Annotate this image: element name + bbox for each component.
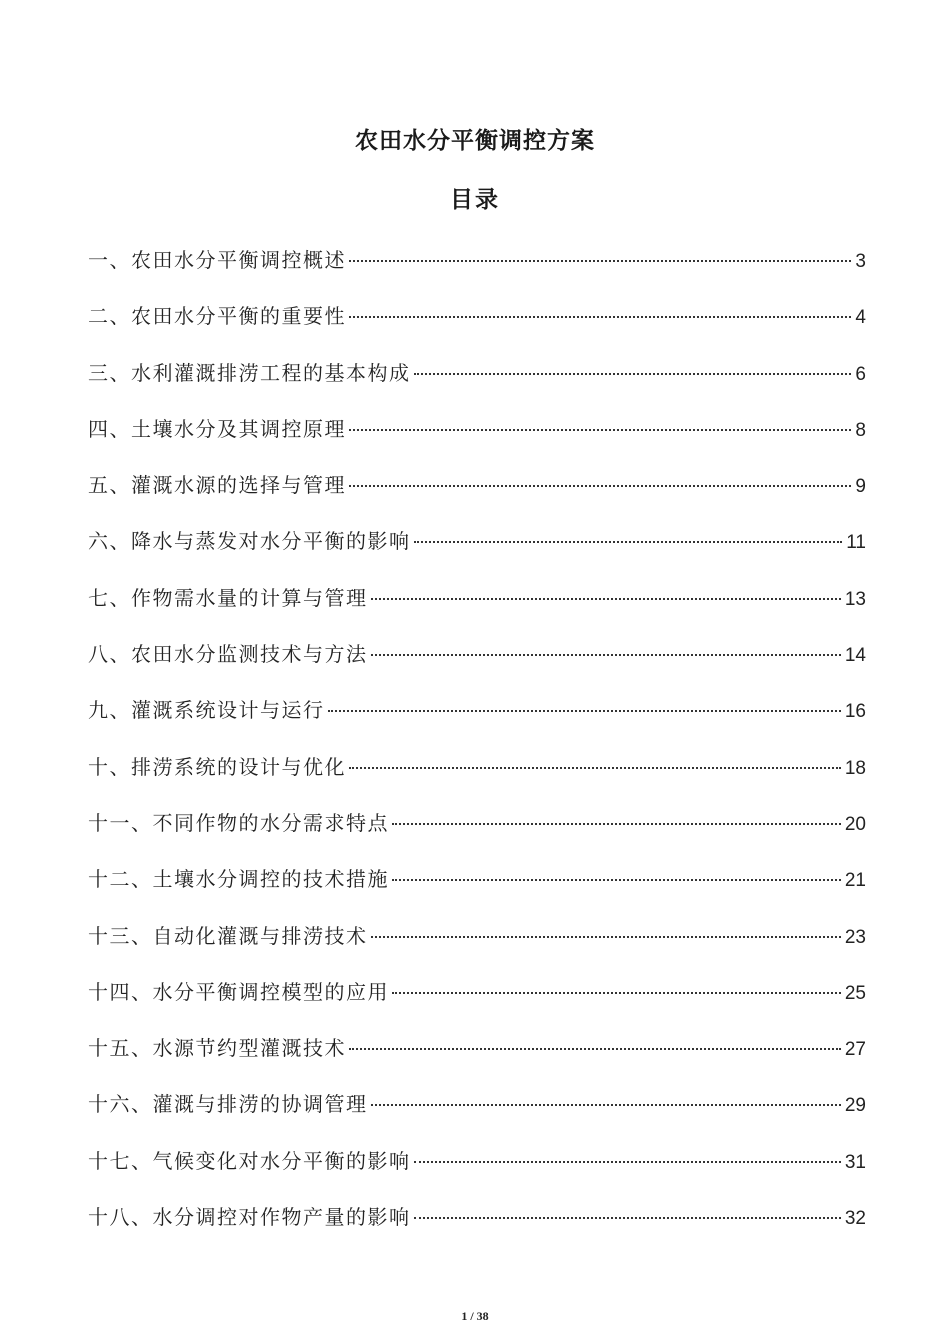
toc-entry-label: 一、农田水分平衡调控概述 [88,248,346,272]
toc-entry[interactable] [88,806,866,862]
toc-entry-label: 二、农田水分平衡的重要性 [88,304,346,329]
toc-entry[interactable] [88,750,866,806]
toc-entry-label: 十四、水分平衡调控模型的应用 [88,979,389,1004]
toc-page-number: 3 [855,251,866,272]
document-title: 农田水分平衡调控方案 [355,128,595,154]
toc-entry[interactable] [88,1200,866,1256]
toc-entry-label: 十三、自动化灌溉与排涝技术 [88,923,368,948]
toc-entry[interactable] [88,1087,866,1143]
toc-entry[interactable] [88,468,866,524]
toc-entry-label: 十七、气候变化对水分平衡的影响 [88,1148,411,1173]
toc-page-number: 25 [844,982,866,1004]
toc-page-number: 16 [844,701,866,723]
toc-dot-leader [349,316,851,318]
toc-page-number: 8 [855,419,866,441]
toc-page-number: 31 [844,1151,866,1173]
toc-dot-leader [349,1048,841,1050]
toc-entry-label: 五、灌溉水源的选择与管理 [88,473,346,498]
toc-page-number: 27 [844,1039,866,1061]
toc-entry[interactable] [88,356,866,412]
toc-entry-label: 八、农田水分监测技术与方法 [88,642,368,667]
toc-entry[interactable] [88,693,866,749]
toc-entry-label: 四、土壤水分及其调控原理 [88,416,346,441]
toc-entry[interactable] [88,524,866,580]
toc-page-number: 32 [844,1208,866,1230]
toc-dot-leader [349,429,851,431]
toc-entry[interactable] [88,637,866,693]
toc-entry[interactable] [88,581,866,637]
toc-dot-leader [414,541,843,543]
toc-dot-leader [392,879,841,881]
page-indicator: 1 / 38 [461,1309,489,1323]
toc-entry-label: 十一、不同作物的水分需求特点 [88,810,389,835]
toc-dot-leader [392,992,841,994]
toc-entry-label: 十五、水源节约型灌溉技术 [88,1036,346,1061]
toc-entry-label: 十六、灌溉与排涝的协调管理 [88,1092,368,1117]
toc-entry-label: 三、水利灌溉排涝工程的基本构成 [88,360,411,385]
toc-entry[interactable] [88,412,866,468]
toc-dot-leader [414,1161,841,1163]
toc-page-number: 14 [844,645,866,667]
toc-page-number: 23 [844,926,866,948]
toc-page-number: 29 [844,1095,866,1117]
toc-entry-label: 十八、水分调控对作物产量的影响 [88,1205,411,1230]
toc-dot-leader [392,823,841,825]
toc-entry[interactable] [88,919,866,975]
toc-entry[interactable] [88,243,866,299]
toc-page-number: 20 [844,813,866,835]
toc-entry[interactable] [88,975,866,1031]
toc-entry[interactable] [88,862,866,918]
table-of-contents [88,243,866,1256]
toc-dot-leader [371,654,841,656]
toc-dot-leader [371,598,841,600]
toc-entry-label: 十二、土壤水分调控的技术措施 [88,867,389,892]
toc-dot-leader [349,260,851,262]
toc-dot-leader [349,767,841,769]
toc-entry[interactable] [88,1144,866,1200]
toc-page-number: 4 [855,307,866,329]
toc-entry[interactable] [88,1031,866,1087]
toc-page-number: 9 [855,476,866,498]
toc-dot-leader [328,710,841,712]
toc-entry-label: 十、排涝系统的设计与优化 [88,754,346,779]
toc-heading: 目录 [450,187,500,213]
toc-entry-label: 九、灌溉系统设计与运行 [88,698,325,723]
toc-dot-leader [414,373,852,375]
toc-entry-label: 六、降水与蒸发对水分平衡的影响 [88,529,411,554]
toc-page-number: 21 [844,870,866,892]
toc-dot-leader [349,485,851,487]
toc-page-number: 13 [844,588,866,610]
toc-entry-label: 七、作物需水量的计算与管理 [88,585,368,610]
toc-entry[interactable] [88,299,866,355]
toc-page-number: 6 [855,363,866,385]
toc-dot-leader [371,1104,841,1106]
toc-page-number: 11 [846,532,866,554]
toc-page-number: 18 [844,757,866,779]
toc-dot-leader [414,1217,841,1219]
toc-dot-leader [371,936,841,938]
